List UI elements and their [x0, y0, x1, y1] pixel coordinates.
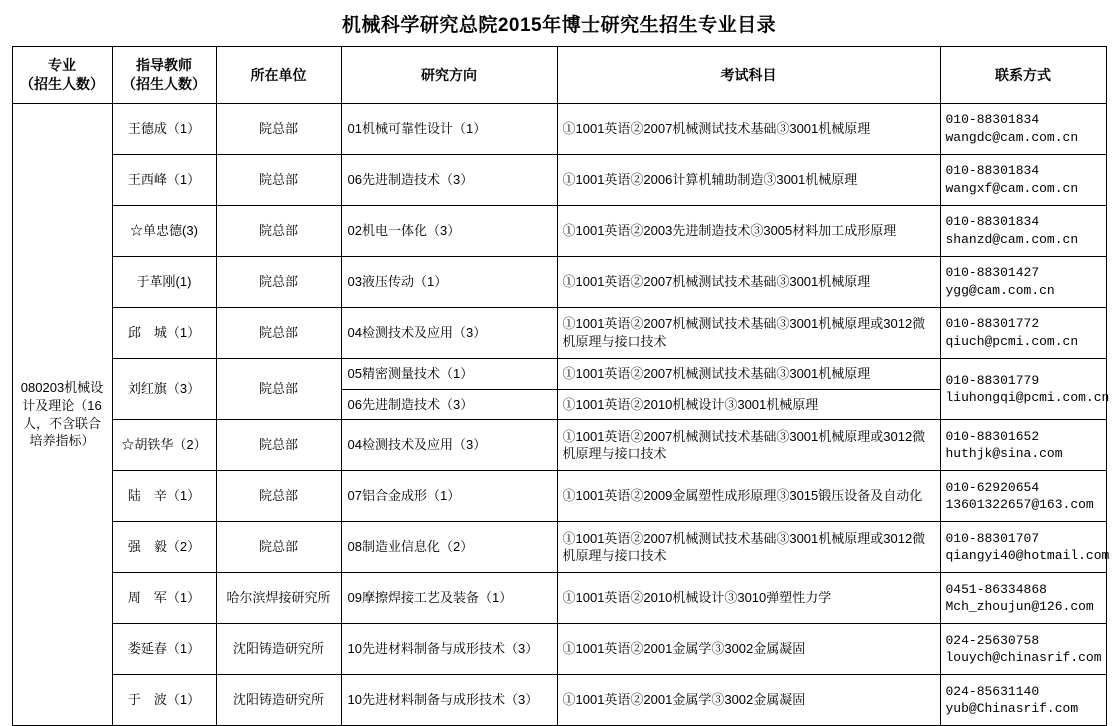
unit-cell: 院总部 [216, 359, 341, 420]
teacher-cell: ☆胡铁华（2） [112, 420, 216, 471]
contact-cell [940, 522, 1110, 573]
contact-cell [940, 155, 1106, 206]
teacher-cell: 刘红旗（3） [112, 359, 216, 420]
contact-email: liuhongqi@pcmi.com.cn [945, 390, 1110, 406]
teacher-cell: 王德成（1） [112, 104, 216, 155]
direction-cell: 08制造业信息化（2） [341, 522, 557, 573]
contact-email: huthjk@sina.com [945, 446, 1063, 462]
exam-cell: ①1001英语②2009金属塑性成形原理③3015锻压设备及自动化 [557, 471, 940, 522]
contact-email: shanzd@cam.com.cn [945, 232, 1079, 247]
direction-cell: 05精密测量技术（1） [341, 359, 557, 390]
exam-cell: ①1001英语②2010机械设计③3001机械原理 [557, 389, 940, 420]
column-header-exam: 考试科目 [557, 47, 940, 104]
contact-phone: 010-88301652 [945, 428, 1040, 444]
contact-phone: 010-88301772 [945, 316, 1040, 332]
contact-email: 13601322657@163.com [945, 497, 1094, 513]
exam-cell: ①1001英语②2007机械测试技术基础③3001机械原理或3012微机原理与接口技术 [557, 522, 940, 573]
column-header-direction: 研究方向 [341, 47, 557, 104]
table-row [12, 308, 1106, 359]
contact-email: wangdc@cam.com.cn [945, 130, 1079, 145]
table-row [12, 257, 1106, 308]
table-row [12, 522, 1106, 573]
contact-cell [940, 308, 1106, 359]
direction-cell: 02机电一体化（3） [341, 206, 557, 257]
unit-cell: 院总部 [216, 155, 341, 206]
table-row [12, 155, 1106, 206]
column-header-unit: 所在单位 [216, 47, 341, 104]
unit-cell: 院总部 [216, 471, 341, 522]
table-row [12, 624, 1106, 675]
exam-cell: ①1001英语②2007机械测试技术基础③3001机械原理 [557, 104, 940, 155]
contact-email: qiangyi40@hotmail.com [945, 548, 1110, 564]
exam-cell: ①1001英语②2007机械测试技术基础③3001机械原理或3012微机原理与接口技术 [557, 420, 940, 471]
exam-cell: ①1001英语②2003先进制造技术③3005材料加工成形原理 [557, 206, 940, 257]
column-header-major [12, 47, 112, 104]
unit-cell: 院总部 [216, 420, 341, 471]
column-header-teacher-line2: （招生人数） [122, 76, 206, 92]
teacher-cell: 王西峰（1） [112, 155, 216, 206]
exam-cell: ①1001英语②2001金属学③3002金属凝固 [557, 675, 940, 726]
contact-email: ygg@cam.com.cn [945, 283, 1055, 298]
direction-cell: 10先进材料制备与成形技术（3） [341, 675, 557, 726]
column-header-major-line1: 专业 [48, 57, 76, 74]
admission-catalog-table [12, 46, 1110, 726]
direction-cell: 01机械可靠性设计（1） [341, 104, 557, 155]
contact-phone: 010-88301834 [945, 112, 1040, 128]
exam-cell: ①1001英语②2001金属学③3002金属凝固 [557, 624, 940, 675]
contact-email: Mch_zhoujun@126.com [945, 599, 1094, 615]
contact-cell [940, 359, 1110, 420]
unit-cell: 院总部 [216, 308, 341, 359]
column-header-teacher [112, 47, 216, 104]
direction-cell: 06先进制造技术（3） [341, 155, 557, 206]
teacher-cell: ☆单忠德(3) [112, 206, 216, 257]
teacher-cell: 陆 辛（1） [112, 471, 216, 522]
column-header-major-line2: （招生人数） [20, 76, 104, 92]
unit-cell: 院总部 [216, 257, 341, 308]
major-cell: 080203机械设计及理论（16人，不含联合培养指标） [12, 104, 112, 726]
direction-cell: 04检测技术及应用（3） [341, 308, 557, 359]
table-row [12, 206, 1106, 257]
contact-cell [940, 471, 1106, 522]
exam-cell: ①1001英语②2007机械测试技术基础③3001机械原理 [557, 359, 940, 390]
unit-cell: 沈阳铸造研究所 [216, 675, 341, 726]
column-header-teacher-line1: 指导教师 [136, 57, 192, 74]
page-title: 机械科学研究总院2015年博士研究生招生专业目录 [341, 15, 777, 36]
teacher-cell: 娄延春（1） [112, 624, 216, 675]
table-header-row [12, 47, 1106, 104]
contact-cell [940, 104, 1106, 155]
table-row [12, 359, 1106, 390]
contact-cell [940, 257, 1106, 308]
contact-cell [940, 420, 1106, 471]
contact-phone: 010-88301427 [945, 265, 1040, 281]
exam-cell: ①1001英语②2010机械设计③3010弹塑性力学 [557, 573, 940, 624]
unit-cell: 院总部 [216, 206, 341, 257]
contact-email: qiuch@pcmi.com.cn [945, 334, 1079, 349]
direction-cell: 06先进制造技术（3） [341, 389, 557, 420]
direction-cell: 07铝合金成形（1） [341, 471, 557, 522]
exam-cell: ①1001英语②2006计算机辅助制造③3001机械原理 [557, 155, 940, 206]
contact-email: yub@Chinasrif.com [945, 701, 1079, 717]
contact-cell [940, 573, 1106, 624]
column-header-contact: 联系方式 [940, 47, 1106, 104]
teacher-cell: 强 毅（2） [112, 522, 216, 573]
unit-cell: 院总部 [216, 522, 341, 573]
direction-cell: 03液压传动（1） [341, 257, 557, 308]
table-row [12, 573, 1106, 624]
teacher-cell: 于革刚(1) [112, 257, 216, 308]
exam-cell: ①1001英语②2007机械测试技术基础③3001机械原理或3012微机原理与接口技术 [557, 308, 940, 359]
contact-email: wangxf@cam.com.cn [945, 181, 1079, 196]
teacher-cell: 于 波（1） [112, 675, 216, 726]
contact-phone: 024-85631140 [945, 683, 1040, 699]
contact-phone: 010-88301834 [945, 163, 1040, 179]
contact-cell [940, 624, 1106, 675]
contact-phone: 010-62920654 [945, 479, 1040, 495]
contact-phone: 010-88301779 [945, 372, 1040, 388]
contact-email: louych@chinasrif.com [945, 650, 1102, 666]
exam-cell: ①1001英语②2007机械测试技术基础③3001机械原理 [557, 257, 940, 308]
direction-cell: 04检测技术及应用（3） [341, 420, 557, 471]
contact-phone: 024-25630758 [945, 632, 1040, 648]
contact-phone: 010-88301834 [945, 214, 1040, 230]
unit-cell: 院总部 [216, 104, 341, 155]
contact-cell [940, 206, 1106, 257]
teacher-cell: 周 军（1） [112, 573, 216, 624]
contact-phone: 010-88301707 [945, 530, 1040, 546]
contact-cell [940, 675, 1106, 726]
table-row [12, 471, 1106, 522]
direction-cell: 09摩擦焊接工艺及装备（1） [341, 573, 557, 624]
contact-phone: 0451-86334868 [945, 581, 1047, 597]
unit-cell: 哈尔滨焊接研究所 [216, 573, 341, 624]
table-row [12, 104, 1106, 155]
teacher-cell: 邱 城（1） [112, 308, 216, 359]
table-row [12, 420, 1106, 471]
unit-cell: 沈阳铸造研究所 [216, 624, 341, 675]
direction-cell: 10先进材料制备与成形技术（3） [341, 624, 557, 675]
table-row [12, 675, 1106, 726]
